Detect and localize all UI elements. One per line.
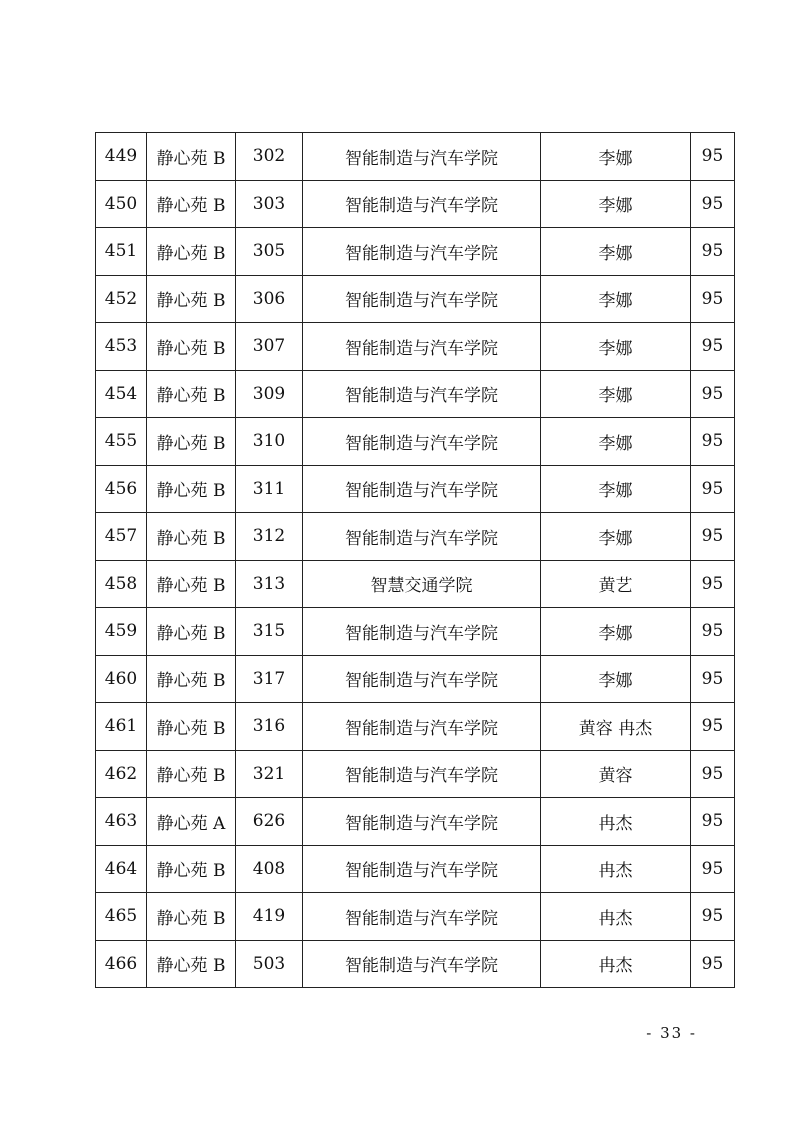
row-number-cell: 459 [96,608,147,656]
responsible-person-cell: 李娜 [541,370,691,418]
table-row [96,560,735,608]
row-number-cell: 460 [96,655,147,703]
row-number-cell: 465 [96,893,147,941]
college-cell: 智能制造与汽车学院 [303,323,541,371]
table-body [96,133,735,988]
table-row [96,940,735,988]
row-number-cell: 463 [96,798,147,846]
building-cell: 静心苑 B [147,703,236,751]
table-row [96,655,735,703]
score-cell: 95 [691,418,735,466]
college-cell: 智能制造与汽车学院 [303,180,541,228]
table-row [96,750,735,798]
college-cell: 智慧交通学院 [303,560,541,608]
row-number-cell: 449 [96,133,147,181]
college-cell: 智能制造与汽车学院 [303,750,541,798]
score-cell: 95 [691,750,735,798]
table-row [96,703,735,751]
score-cell: 95 [691,133,735,181]
responsible-person-cell: 黄容 冉杰 [541,703,691,751]
responsible-person-cell: 冉杰 [541,798,691,846]
row-number-cell: 457 [96,513,147,561]
responsible-person-cell: 李娜 [541,418,691,466]
building-cell: 静心苑 B [147,940,236,988]
table-row [96,608,735,656]
room-cell: 302 [236,133,303,181]
college-cell: 智能制造与汽车学院 [303,418,541,466]
score-cell: 95 [691,893,735,941]
dormitory-score-table-container [95,132,735,988]
row-number-cell: 453 [96,323,147,371]
table-row [96,370,735,418]
score-cell: 95 [691,275,735,323]
row-number-cell: 461 [96,703,147,751]
score-cell: 95 [691,323,735,371]
row-number-cell: 450 [96,180,147,228]
college-cell: 智能制造与汽车学院 [303,513,541,561]
building-cell: 静心苑 B [147,750,236,798]
responsible-person-cell: 黄容 [541,750,691,798]
room-cell: 303 [236,180,303,228]
college-cell: 智能制造与汽车学院 [303,228,541,276]
dormitory-score-table [95,132,735,988]
row-number-cell: 456 [96,465,147,513]
building-cell: 静心苑 B [147,608,236,656]
building-cell: 静心苑 B [147,418,236,466]
score-cell: 95 [691,655,735,703]
table-row [96,798,735,846]
score-cell: 95 [691,560,735,608]
building-cell: 静心苑 B [147,275,236,323]
room-cell: 316 [236,703,303,751]
room-cell: 310 [236,418,303,466]
room-cell: 503 [236,940,303,988]
score-cell: 95 [691,798,735,846]
room-cell: 317 [236,655,303,703]
table-row [96,893,735,941]
row-number-cell: 451 [96,228,147,276]
college-cell: 智能制造与汽车学院 [303,845,541,893]
responsible-person-cell: 冉杰 [541,893,691,941]
college-cell: 智能制造与汽车学院 [303,940,541,988]
table-row [96,275,735,323]
table-row [96,418,735,466]
college-cell: 智能制造与汽车学院 [303,655,541,703]
score-cell: 95 [691,228,735,276]
college-cell: 智能制造与汽车学院 [303,608,541,656]
building-cell: 静心苑 A [147,798,236,846]
responsible-person-cell: 李娜 [541,465,691,513]
table-row [96,845,735,893]
room-cell: 309 [236,370,303,418]
college-cell: 智能制造与汽车学院 [303,893,541,941]
table-row [96,228,735,276]
score-cell: 95 [691,940,735,988]
building-cell: 静心苑 B [147,655,236,703]
responsible-person-cell: 李娜 [541,228,691,276]
college-cell: 智能制造与汽车学院 [303,703,541,751]
building-cell: 静心苑 B [147,513,236,561]
room-cell: 313 [236,560,303,608]
responsible-person-cell: 李娜 [541,133,691,181]
room-cell: 315 [236,608,303,656]
college-cell: 智能制造与汽车学院 [303,465,541,513]
room-cell: 306 [236,275,303,323]
building-cell: 静心苑 B [147,893,236,941]
score-cell: 95 [691,180,735,228]
building-cell: 静心苑 B [147,228,236,276]
room-cell: 626 [236,798,303,846]
college-cell: 智能制造与汽车学院 [303,275,541,323]
room-cell: 419 [236,893,303,941]
responsible-person-cell: 黄艺 [541,560,691,608]
responsible-person-cell: 李娜 [541,513,691,561]
table-row [96,513,735,561]
responsible-person-cell: 李娜 [541,655,691,703]
room-cell: 312 [236,513,303,561]
score-cell: 95 [691,608,735,656]
score-cell: 95 [691,465,735,513]
building-cell: 静心苑 B [147,465,236,513]
building-cell: 静心苑 B [147,560,236,608]
row-number-cell: 452 [96,275,147,323]
college-cell: 智能制造与汽车学院 [303,370,541,418]
room-cell: 321 [236,750,303,798]
room-cell: 307 [236,323,303,371]
score-cell: 95 [691,370,735,418]
room-cell: 408 [236,845,303,893]
table-row [96,133,735,181]
responsible-person-cell: 李娜 [541,608,691,656]
score-cell: 95 [691,703,735,751]
row-number-cell: 458 [96,560,147,608]
responsible-person-cell: 冉杰 [541,940,691,988]
responsible-person-cell: 冉杰 [541,845,691,893]
college-cell: 智能制造与汽车学院 [303,133,541,181]
row-number-cell: 455 [96,418,147,466]
responsible-person-cell: 李娜 [541,275,691,323]
room-cell: 311 [236,465,303,513]
row-number-cell: 462 [96,750,147,798]
responsible-person-cell: 李娜 [541,180,691,228]
building-cell: 静心苑 B [147,323,236,371]
page-number: - 33 - [646,1024,697,1042]
row-number-cell: 454 [96,370,147,418]
table-row [96,323,735,371]
table-row [96,465,735,513]
building-cell: 静心苑 B [147,370,236,418]
building-cell: 静心苑 B [147,180,236,228]
responsible-person-cell: 李娜 [541,323,691,371]
row-number-cell: 466 [96,940,147,988]
score-cell: 95 [691,845,735,893]
score-cell: 95 [691,513,735,561]
building-cell: 静心苑 B [147,845,236,893]
table-row [96,180,735,228]
row-number-cell: 464 [96,845,147,893]
college-cell: 智能制造与汽车学院 [303,798,541,846]
room-cell: 305 [236,228,303,276]
building-cell: 静心苑 B [147,133,236,181]
